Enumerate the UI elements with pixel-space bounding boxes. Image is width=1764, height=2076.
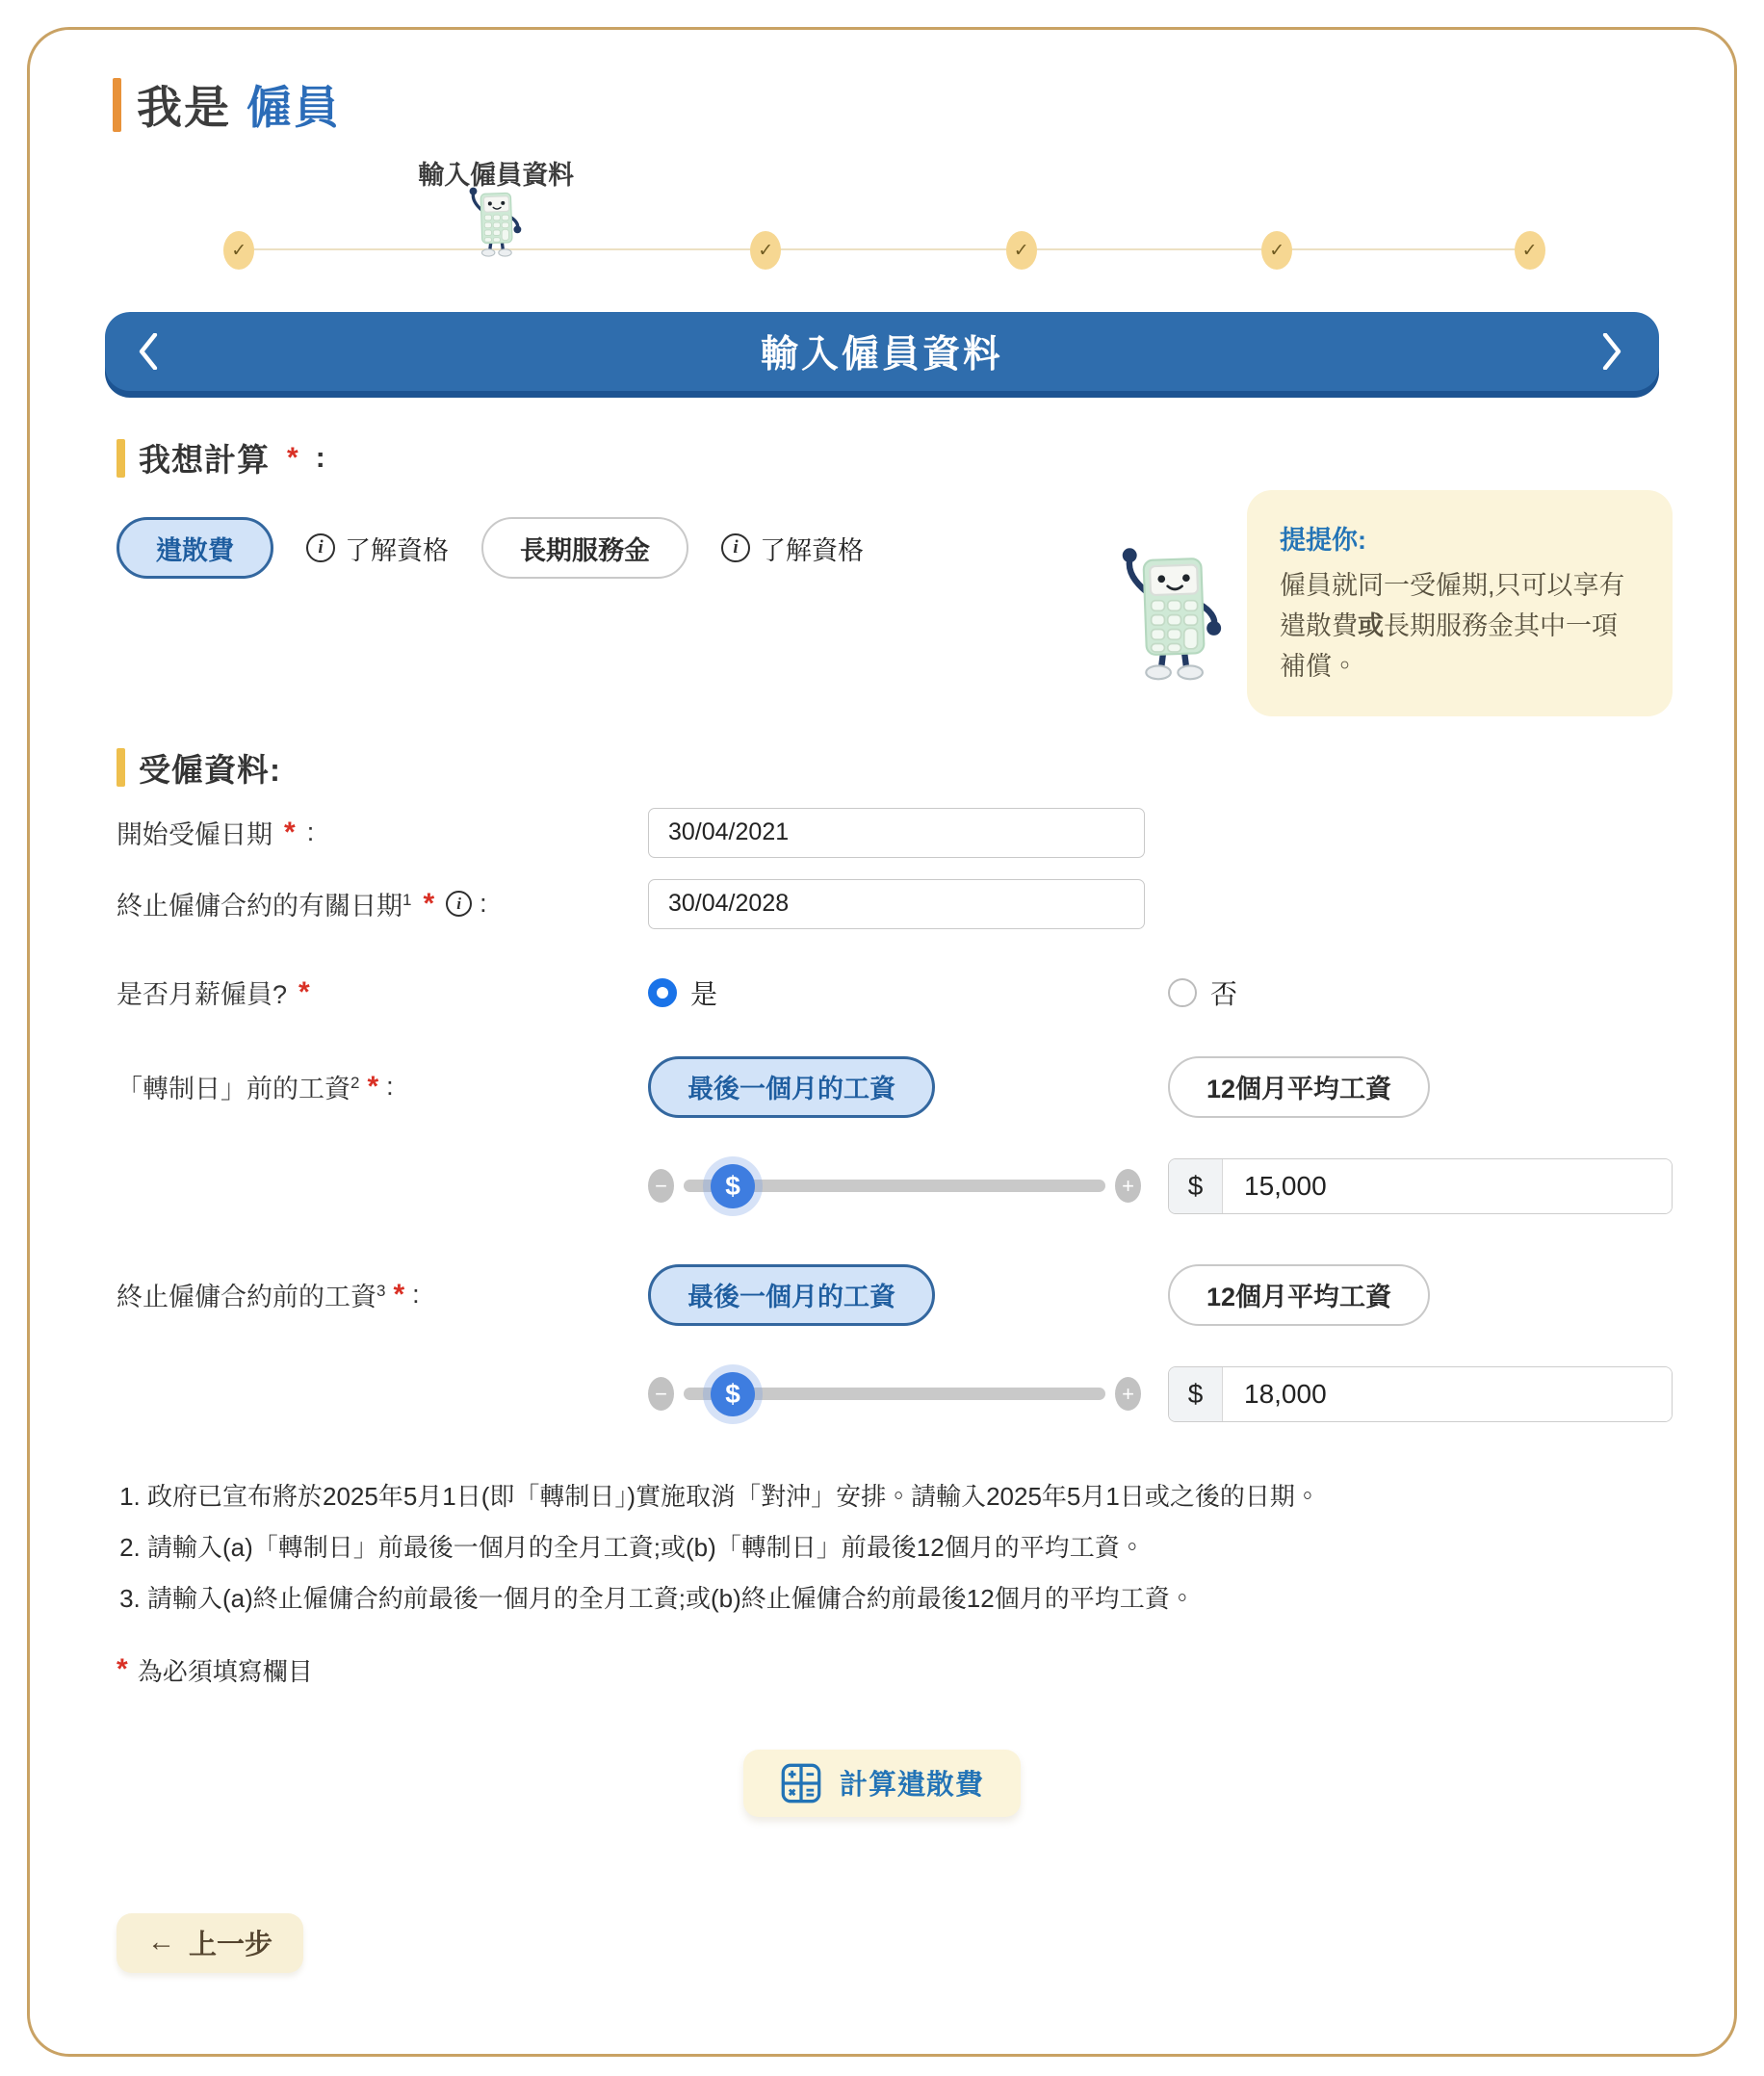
wage1-last-month-tab[interactable]: 最後一個月的工資 [648,1056,935,1118]
wage-before-termination-row [117,1264,1673,1326]
chevron-left-icon[interactable] [138,332,163,371]
label-colon: : [480,889,487,919]
required-field-note [117,1652,1673,1688]
wage-before-transition-label [117,1068,648,1105]
monthly-paid-yes-radio[interactable] [648,973,1168,1012]
required-note-text: 為必須填寫欄目 [137,1656,313,1686]
severance-eligibility-link[interactable] [306,530,449,567]
wage-before-termination-label [117,1276,648,1313]
required-asterisk: * [117,1653,128,1686]
tip-area [1116,490,1673,716]
wage1-slider [648,1164,1141,1208]
stepper-line [239,248,1529,250]
employment-section-heading [117,745,1673,791]
main-card [27,27,1737,2057]
info-icon: i [721,533,750,562]
required-asterisk: * [284,816,296,848]
step-2-current-mascot-icon[interactable] [466,177,526,258]
footnote-ref: 1 [402,891,412,910]
minus-button[interactable]: − [648,1377,674,1411]
eligibility-link-label: 了解資格 [345,535,449,565]
step-6-done[interactable] [1515,231,1545,270]
end-date-input[interactable] [648,879,1145,929]
footnote-2: 2. 請輸入(a)「轉制日」前最後一個月的全月工資;或(b)「轉制日」前最後12個月的平均工資。 [147,1529,1673,1567]
page-title [113,72,1673,137]
calculate-button-label: 計算遣散費 [839,1770,984,1802]
label-text: 終止僱傭合約的有關日期$^1$ [117,891,412,921]
required-asterisk: * [367,1070,379,1103]
monthly-paid-no-radio[interactable] [1168,973,1673,1012]
tip-body-text: 僱員就同一受僱期,只可以享有遣散費 [1280,571,1625,640]
tip-body-bold: 或 [1358,610,1384,640]
calculate-severance-button[interactable] [743,1750,1021,1817]
footnote-ref: 2 [350,1074,360,1093]
chevron-right-icon[interactable] [1601,332,1626,371]
check-icon: ✓ [1013,240,1029,261]
eligibility-link-label: 了解資格 [760,535,864,565]
step-banner [105,312,1659,391]
step-5-done[interactable] [1261,231,1292,270]
monthly-paid-row [117,973,1673,1012]
step-4-done[interactable] [1006,231,1037,270]
back-button-label: 上一步 [189,1930,273,1961]
wage1-amount-group [1168,1158,1673,1214]
monthly-paid-label [117,973,648,1011]
employment-form [117,808,1673,1422]
calc-heading-text: 我想計算 [139,442,270,478]
radio-selected-icon [648,978,677,1007]
label-colon: : [412,1280,420,1310]
tip-box [1247,490,1673,716]
wage2-amount-group [1168,1366,1673,1422]
start-date-input[interactable] [648,808,1145,858]
required-asterisk: * [393,1278,405,1310]
minus-button[interactable]: − [648,1169,674,1203]
progress-stepper [117,141,1647,285]
wage-before-transition-row [117,1056,1673,1118]
banner-title: 輸入僱員資料 [760,334,1004,376]
footnote-3: 3. 請輸入(a)終止僱傭合約前最後一個月的全月工資;或(b)終止僱傭合約前最後12個月的平均工資。 [147,1580,1673,1618]
calc-choice-row [117,490,1673,716]
page-title-prefix: 我是 [137,82,231,133]
page-title-highlight: 僱員 [246,82,341,133]
radio-unselected-icon [1168,978,1197,1007]
end-date-row [117,879,1673,929]
radio-label: 否 [1210,978,1238,1009]
wage1-12month-avg-tab[interactable]: 12個月平均工資 [1168,1056,1430,1118]
calculator-mascot-icon [1116,529,1230,683]
check-icon: ✓ [1269,240,1285,261]
check-icon: ✓ [231,240,247,261]
stepper-current-label: 輸入僱員資料 [418,161,575,190]
required-asterisk: * [287,441,298,474]
currency-prefix: $ [1169,1367,1223,1421]
radio-label: 是 [690,978,718,1009]
wage2-slider-row [117,1366,1673,1422]
slider-thumb-dollar-icon[interactable]: $ [711,1372,755,1416]
employment-heading-text: 受僱資料: [139,751,281,788]
heading-colon: : [315,441,325,474]
label-text: 終止僱傭合約前的工資$^3$ [117,1282,386,1312]
start-date-row [117,808,1673,858]
title-accent-bar [113,78,121,132]
start-date-label [117,814,648,851]
footnotes-list [147,1478,1673,1618]
check-icon: ✓ [758,240,774,261]
plus-button[interactable]: + [1115,1377,1141,1411]
currency-prefix: $ [1169,1159,1223,1213]
required-asterisk: * [298,975,310,1008]
long-service-option-button[interactable]: 長期服務金 [481,517,688,579]
tip-body-text: 長期服務金其中一項補償。 [1280,610,1618,681]
info-icon[interactable]: i [446,891,472,917]
plus-button[interactable]: + [1115,1169,1141,1203]
label-text: 是否月薪僱員? [117,980,288,1010]
section-accent-bar [117,748,125,787]
tip-title: 提提你: [1280,526,1366,555]
severance-option-button[interactable]: 遣散費 [117,517,273,579]
label-text: 「轉制日」前的工資$^2$ [117,1074,360,1104]
wage2-slider [648,1372,1141,1416]
wage2-last-month-tab[interactable]: 最後一個月的工資 [648,1264,935,1326]
calc-section-heading [117,435,1673,480]
wage2-amount-input[interactable] [1223,1367,1672,1421]
calculator-icon [780,1762,822,1804]
wage1-slider-row [117,1158,1673,1214]
wage1-amount-input[interactable] [1223,1159,1672,1213]
section-accent-bar [117,439,125,478]
label-text: 開始受僱日期 [117,820,272,850]
footnote-ref: 3 [376,1282,386,1301]
step-3-done[interactable] [750,231,781,270]
wage2-12month-avg-tab[interactable]: 12個月平均工資 [1168,1264,1430,1326]
calc-options [117,517,864,579]
step-1-done[interactable] [223,231,254,270]
footnote-1: 1. 政府已宣布將於2025年5月1日(即「轉制日」)實施取消「對沖」安排。請輸入2025年5月1日或之後的日期。 [147,1478,1673,1516]
back-button[interactable] [117,1913,303,1973]
long-service-eligibility-link[interactable] [721,530,864,567]
check-icon: ✓ [1521,240,1538,261]
slider-thumb-dollar-icon[interactable]: $ [711,1164,755,1208]
info-icon: i [306,533,335,562]
back-arrow-icon: ← [147,1927,175,1959]
label-colon: : [306,817,315,847]
end-date-label [117,885,648,922]
required-asterisk: * [423,887,435,920]
tip-body [1280,566,1640,688]
label-colon: : [386,1072,394,1102]
